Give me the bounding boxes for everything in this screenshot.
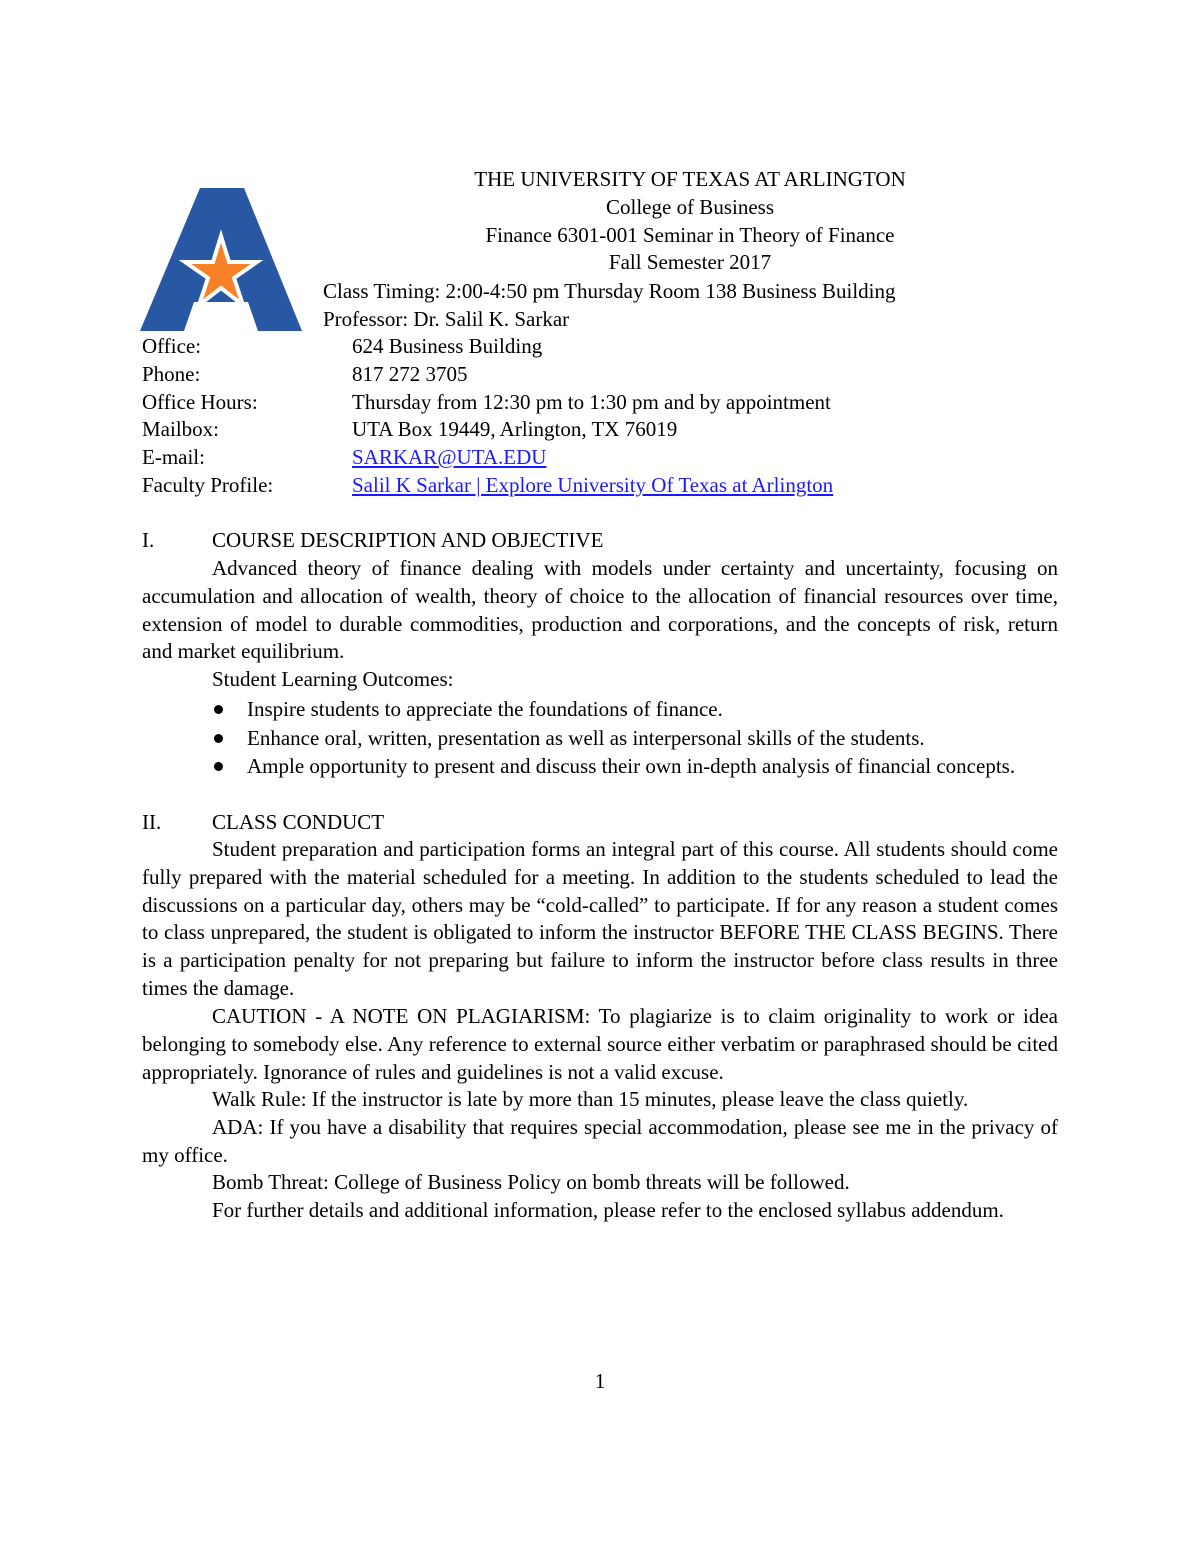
email-link[interactable]: SARKAR@UTA.EDU [352, 445, 547, 469]
uta-logo-icon [140, 188, 302, 331]
semester: Fall Semester 2017 [608, 250, 772, 274]
course-description-paragraph: Advanced theory of finance dealing with models under certainty and uncertainty, focusing on accumulation and allocation of wealth, theory of choice to the allocation of financial resources over time, extension of model to durable commodities, production and corporations, and the concepts of risk, return and market equilibrium. [142, 556, 1058, 664]
preparation-paragraph: Student preparation and participation forms an integral part of this course. All students should come fully prepared with the material scheduled for a meeting. In addition to the students scheduled to lead the discussions on a particular day, others may be “cold-called” to participate. If for any reason a student comes to class unprepared, the student is obligated to inform the instructor BEFORE THE CLASS BEGINS. There is a participation penalty for not preparing but failure to inform the instructor before class results in three times the damage. [142, 837, 1058, 1000]
learning-outcomes-list [212, 695, 1058, 781]
office-value: 624 Business Building [352, 334, 543, 358]
section-1-number: I. [142, 528, 155, 552]
course-title: Finance 6301-001 Seminar in Theory of Finance [485, 223, 895, 247]
college-name: College of Business [606, 195, 774, 219]
email-label: E-mail: [142, 445, 205, 469]
bullet-icon [214, 705, 223, 714]
class-timing: Class Timing: 2:00-4:50 pm Thursday Room 138 Business Building [323, 279, 896, 303]
email-value-wrap [352, 443, 546, 471]
faculty-profile-label: Faculty Profile: [142, 473, 274, 497]
bomb-threat-paragraph: Bomb Threat: College of Business Policy on bomb threats will be followed. [212, 1170, 850, 1194]
office-label: Office: [142, 334, 202, 358]
learning-outcomes-heading: Student Learning Outcomes: [212, 667, 454, 691]
section-2-title: CLASS CONDUCT [212, 810, 385, 834]
office-hours-value: Thursday from 12:30 pm to 1:30 pm and by appointment [352, 390, 831, 414]
list-item [212, 724, 1058, 753]
outcome-text: Ample opportunity to present and discuss their own in-depth analysis of financial concepts. [247, 754, 1016, 778]
bullet-icon [214, 762, 223, 771]
walk-rule-paragraph: Walk Rule: If the instructor is late by more than 15 minutes, please leave the class quietly. [212, 1087, 969, 1111]
list-item [212, 752, 1058, 781]
plagiarism-paragraph: CAUTION - A NOTE ON PLAGIARISM: To plagiarize is to claim originality to work or idea belonging to somebody else. Any reference to external source either verbatim or paraphrased should be cited appropriately. Ignorance of rules and guidelines is not a valid excuse. [142, 1004, 1058, 1084]
faculty-profile-link[interactable]: Salil K Sarkar | Explore University Of Texas at Arlington [352, 473, 834, 497]
list-item [212, 695, 1058, 724]
further-details-paragraph: For further details and additional information, please refer to the enclosed syllabus addendum. [212, 1198, 1004, 1222]
phone-label: Phone: [142, 362, 201, 386]
university-name: THE UNIVERSITY OF TEXAS AT ARLINGTON [474, 167, 906, 191]
page-number: 1 [594, 1369, 606, 1393]
mailbox-label: Mailbox: [142, 417, 219, 441]
bullet-icon [214, 734, 223, 743]
section-2-number: II. [142, 810, 162, 834]
outcome-text: Inspire students to appreciate the foundations of finance. [247, 697, 723, 721]
mailbox-value: UTA Box 19449, Arlington, TX 76019 [352, 417, 678, 441]
ada-paragraph: ADA: If you have a disability that requires special accommodation, please see me in the privacy of my office. [142, 1115, 1058, 1167]
office-hours-label: Office Hours: [142, 390, 258, 414]
faculty-profile-value-wrap [352, 471, 833, 499]
section-1-title: COURSE DESCRIPTION AND OBJECTIVE [212, 528, 604, 552]
phone-value: 817 272 3705 [352, 362, 468, 386]
outcome-text: Enhance oral, written, presentation as well as interpersonal skills of the students. [247, 725, 925, 750]
professor-name: Professor: Dr. Salil K. Sarkar [323, 307, 570, 331]
